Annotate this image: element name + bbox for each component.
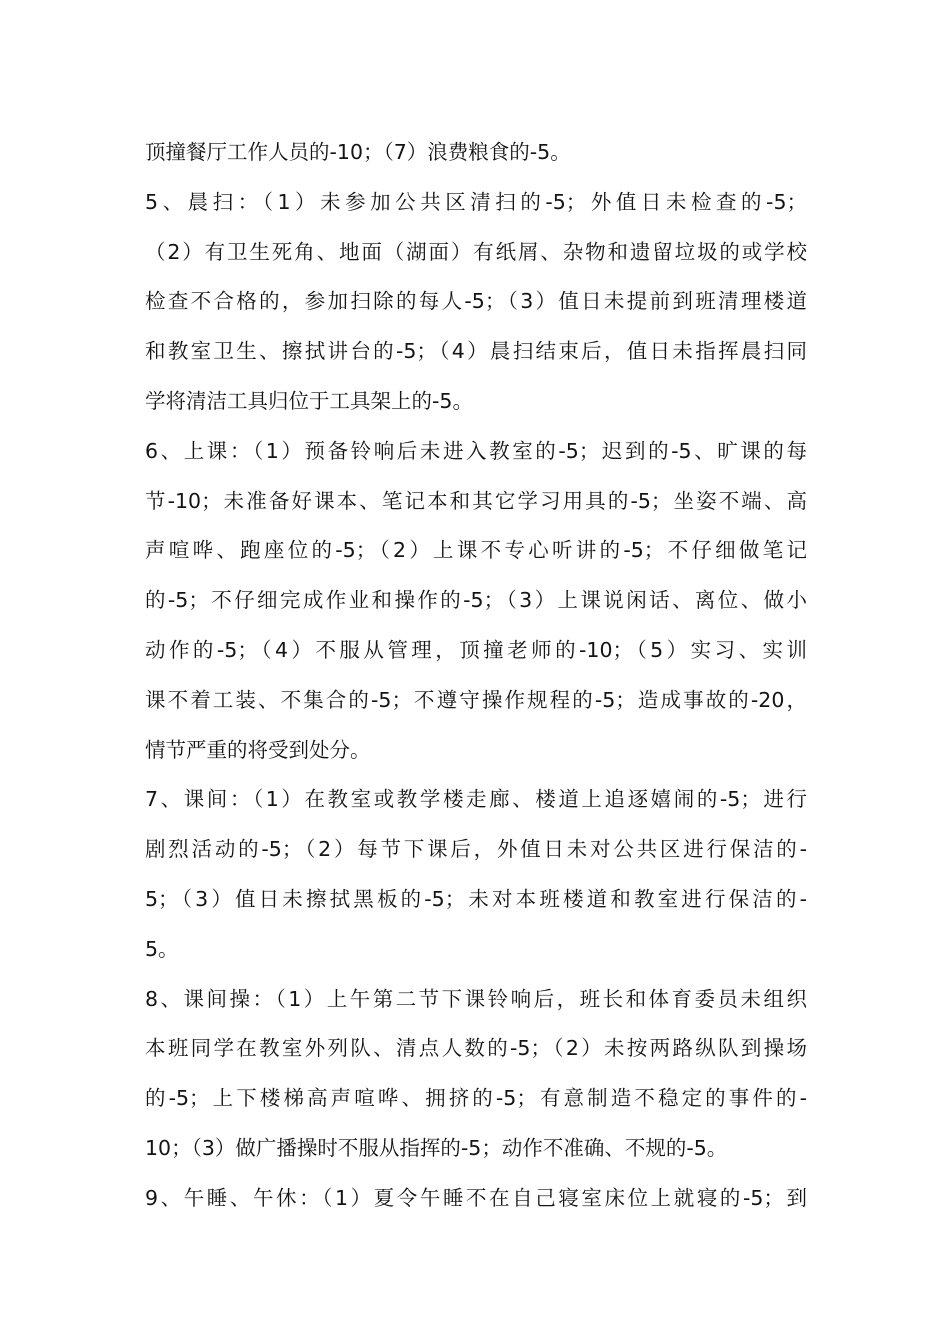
text-line: 剧烈活动的-5；（2）每节下课后，外值日未对公共区进行保洁的- xyxy=(145,837,807,862)
text-line: 的-5；不仔细完成作业和操作的-5；（3）上课说闲话、离位、做小 xyxy=(145,588,807,613)
text-line: 课不着工装、不集合的-5；不遵守操作规程的-5；造成事故的-20， xyxy=(145,687,807,712)
text-line: 本班同学在教室外列队、清点人数的-5；（2）未按两路纵队到操场 xyxy=(145,1036,807,1061)
text-line: 动作的-5；（4）不服从管理，顶撞老师的-10；（5）实习、实训 xyxy=(145,637,807,662)
text-line: 5。 xyxy=(145,936,179,961)
text-line: 学将清洁工具归位于工具架上的-5。 xyxy=(145,388,473,413)
document-body xyxy=(145,128,807,1224)
text-line: 6、上课：（1）预备铃响后未进入教室的-5；迟到的-5、旷课的每 xyxy=(145,438,807,463)
text-line: 8、课间操：（1）上午第二节下课铃响后，班长和体育委员未组织 xyxy=(145,986,807,1011)
text-line: 情节严重的将受到处分。 xyxy=(145,737,371,762)
text-line: 检查不合格的，参加扫除的每人-5；（3）值日未提前到班清理楼道 xyxy=(145,289,807,314)
text-line: 5、晨扫：（1）未参加公共区清扫的-5；外值日未检查的-5； xyxy=(145,189,807,214)
text-line: 10；（3）做广播操时不服从指挥的-5；动作不准确、不规的-5。 xyxy=(145,1135,728,1160)
text-line: 声喧哗、跑座位的-5；（2）上课不专心听讲的-5；不仔细做笔记 xyxy=(145,538,807,563)
text-line: 的-5；上下楼梯高声喧哗、拥挤的-5；有意制造不稳定的事件的- xyxy=(145,1086,807,1111)
text-line: 5；（3）值日未擦拭黑板的-5；未对本班楼道和教室进行保洁的- xyxy=(145,886,807,911)
text-line: 顶撞餐厅工作人员的-10；（7）浪费粮食的-5。 xyxy=(145,140,571,164)
text-line: 7、课间：（1）在教室或教学楼走廊、楼道上追逐嬉闹的-5；进行 xyxy=(145,787,807,812)
text-line: （2）有卫生死角、地面（湖面）有纸屑、杂物和遗留垃圾的或学校 xyxy=(145,239,807,264)
text-line: 9、午睡、午休：（1）夏令午睡不在自己寝室床位上就寝的-5；到 xyxy=(145,1185,807,1210)
text-line: 和教室卫生、擦拭讲台的-5；（4）晨扫结束后，值日未指挥晨扫同 xyxy=(145,339,807,364)
text-line: 节-10；未准备好课本、笔记本和其它学习用具的-5；坐姿不端、高 xyxy=(145,488,807,513)
